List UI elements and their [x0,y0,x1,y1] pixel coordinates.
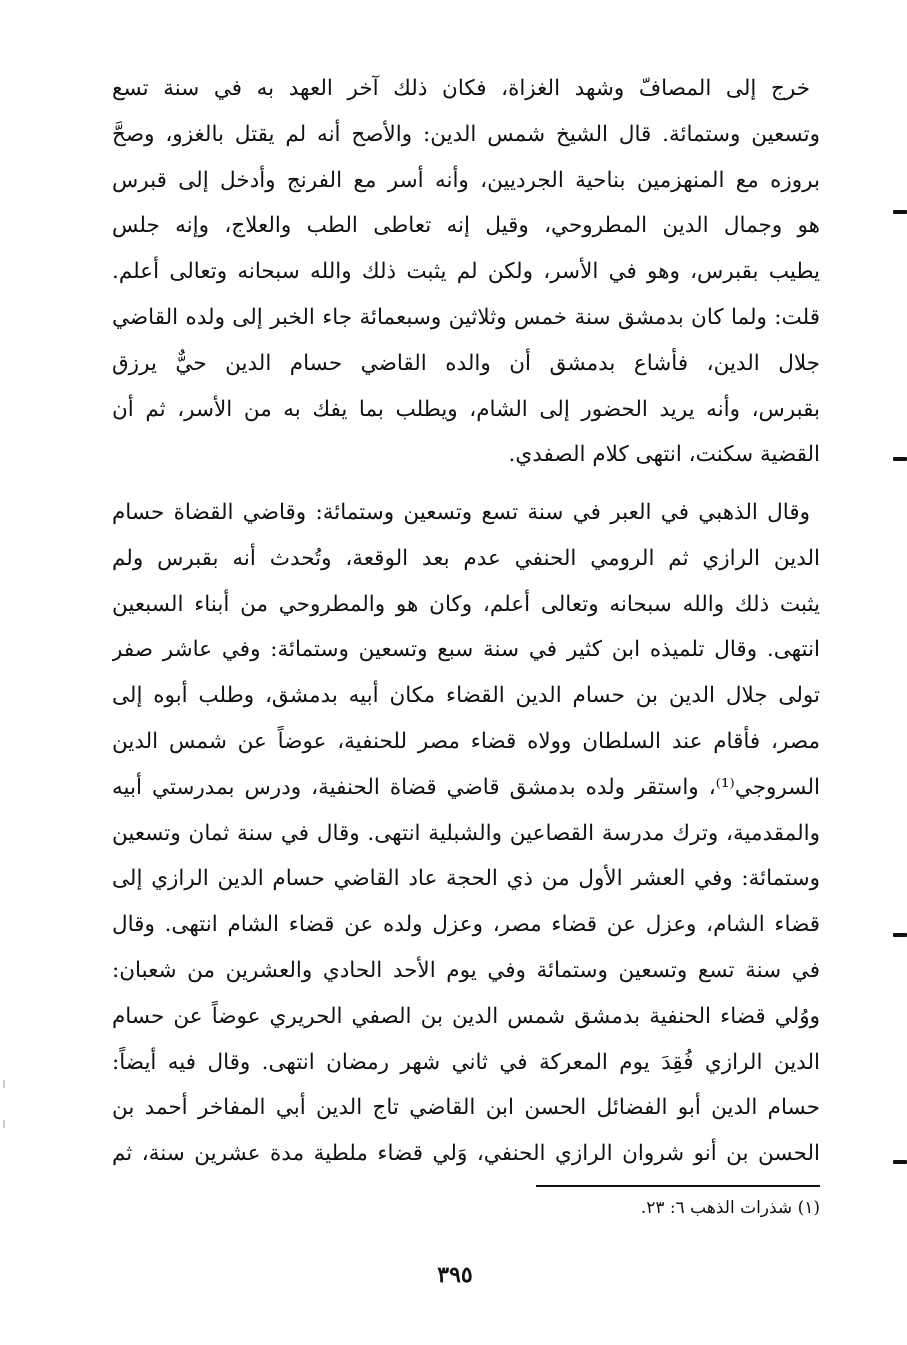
text-line: بقبرس، وأنه يريد الحضور إلى الشام، ويطلب بما يفك به من الأسر، ثم أن [112,396,820,422]
page-number: ٣٩٥ [437,1262,473,1288]
text-line: ووُلي قضاء الحنفية بدمشق شمس الدين بن الصفي الحريري عوضاً عن حسام [112,1003,820,1029]
text-line: الدين الرازي فُقِدَ يوم المعركة في ثاني شهر رمضان انتهى. وقال فيه أيضاً: [112,1049,820,1075]
footnote-divider [536,1185,820,1187]
scan-speck [3,1080,5,1088]
text-line: مصر، فأقام عند السلطان وولاه قضاء مصر للحنفية، عوضاً عن شمس الدين [112,728,820,754]
text-line: قضاء الشام، وعزل عن قضاء مصر، وعزل ولده عن قضاء الشام انتهى. وقال [112,912,820,938]
paragraph-2 [112,490,820,1177]
text-line: حسام الدين أبو الفضائل الحسن ابن القاضي تاج الدين أبي المفاخر أحمد بن [112,1095,820,1121]
text-line: وتسعين وستمائة. قال الشيخ شمس الدين: والأصح أنه لم يقتل بالغزو، وصحَّ [112,121,820,147]
text-line: خرج إلى المصافّ وشهد الغزاة، فكان ذلك آخر العهد به في سنة تسع [112,76,810,101]
text-line: قلت: ولما كان بدمشق سنة خمس وثلاثين وسبعمائة جاء الخبر إلى ولده القاضي [112,304,820,330]
paragraph-1 [112,66,820,478]
text-line: هو وجمال الدين المطروحي، وقيل إنه تعاطى الطب والعلاج، وإنه جلس [112,213,820,239]
text-line: القضية سكنت، انتهى كلام الصفدي. [508,442,820,468]
text-line: والمقدمية، وترك مدرسة القصاعين والشبلية انتهى. وقال في سنة ثمان وتسعين [112,820,820,846]
text-line: تولى جلال الدين بن حسام الدين القضاء مكان أبيه بدمشق، وطلب أبوه إلى [112,683,820,709]
edge-mark [893,210,907,214]
text-line: وستمائة: وفي العشر الأول من ذي الحجة عاد القاضي حسام الدين الرازي إلى [112,866,820,892]
edge-mark [893,933,907,937]
text-line: يطيب بقبرس، وهو في الأسر، ولكن لم يثبت ذلك والله سبحانه وتعالى أعلم. [112,259,820,285]
text-line: بروزه مع المنهزمين بناحية الجرديين، وأنه أسر مع الفرنج وأدخل إلى قبرس [112,167,820,193]
text-line: في سنة تسع وتسعين وستمائة وفي يوم الأحد الحادي والعشرين من شعبان: [112,957,820,983]
scan-speck [3,1120,5,1128]
text-line: يثبت ذلك والله سبحانه وتعالى أعلم، وكان هو والمطروحي من أبناء السبعين [112,591,820,617]
text-line: وقال الذهبي في العبر في سنة تسع وتسعين وستمائة: وقاضي القضاة حسام [112,500,810,525]
text-line: انتهى. وقال تلميذه ابن كثير في سنة سبع وتسعين وستمائة: وفي عاشر صفر [112,637,820,663]
footnote: (١) شذرات الذهب ٦: ٢٣. [640,1198,820,1218]
text-line: الدين الرازي ثم الرومي الحنفي عدم بعد الوقعة، وتُحدث أنه بقبرس ولم [112,545,820,571]
edge-mark [893,457,907,461]
text-line: جلال الدين، فأشاع بدمشق أن والده القاضي حسام الدين حيٌّ يرزق [112,350,820,376]
text-line: الحسن بن أنو شروان الرازي الحنفي، وَلي قضاء ملطية مدة عشرين سنة، ثم [112,1141,820,1167]
edge-mark [893,1160,907,1164]
text-line: السروجي⁽¹⁾، واستقر ولده بدمشق قاضي قضاة الحنفية، ودرس بمدرستي أبيه [112,774,820,800]
